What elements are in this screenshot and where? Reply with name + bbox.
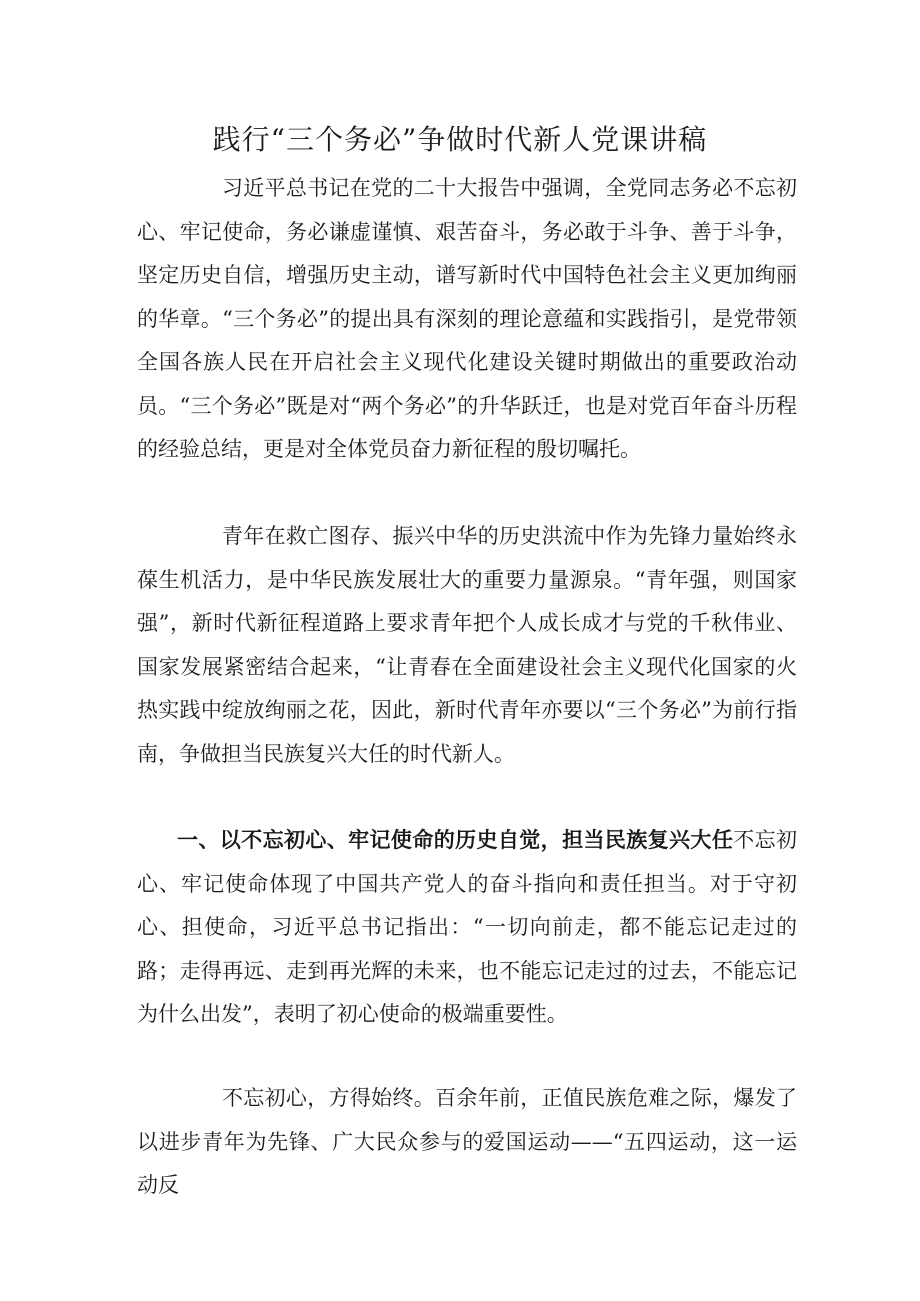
paragraph-section-one <box>137 818 797 1037</box>
document-title: 践行“三个务必”争做时代新人党课讲稿 <box>212 123 708 156</box>
section-one-text: 不忘初心、牢记使命体现了中国共产党人的奋斗指向和责任担当。对于守初心、担使命，习近平总书记指出：“一切向前走，都不能忘记走过的路；走得再远、走到再光辉的未来，也不能忘记走过的过去，不能忘记为什么出发”，表明了初心使命的极端重要性。 <box>137 828 798 1026</box>
paragraph-intro: 习近平总书记在党的二十大报告中强调，全党同志务必不忘初心、牢记使命，务必谦虚谨慎、艰苦奋斗，务必敢于斗争、善于斗争，坚定历史自信，增强历史主动，谱写新时代中国特色社会主义更加绚丽的华章。“三个务必”的提出具有深刻的理论意蕴和实践指引，是党带领全国各族人民在开启社会主义现代化建设关键时期做出的重要政治动员。“三个务必”既是对“两个务必”的升华跃迁，也是对党百年奋斗历程的经验总结，更是对全体党员奋力新征程的殷切嘱托。 <box>137 176 797 461</box>
section-heading-one: 一、以不忘初心、牢记使命的历史自觉，担当民族复兴大任 <box>177 827 734 852</box>
paragraph-youth: 青年在救亡图存、振兴中华的历史洪流中作为先锋力量始终永葆生机活力，是中华民族发展壮大的重要力量源泉。“青年强，则国家强”，新时代新征程道路上要求青年把个人成长成才与党的千秋伟业、国家发展紧密结合起来，“让青春在全面建设社会主义现代化国家的火热实践中绽放绚丽之花，因此，新时代青年亦要以“三个务必”为前行指南，争做担当民族复兴大任的时代新人。 <box>137 524 797 766</box>
paragraph-remember-origin: 不忘初心，方得始终。百余年前，正值民族危难之际，爆发了以进步青年为先锋、广大民众参与的爱国运动——“五四运动，这一运动反 <box>137 1086 797 1197</box>
